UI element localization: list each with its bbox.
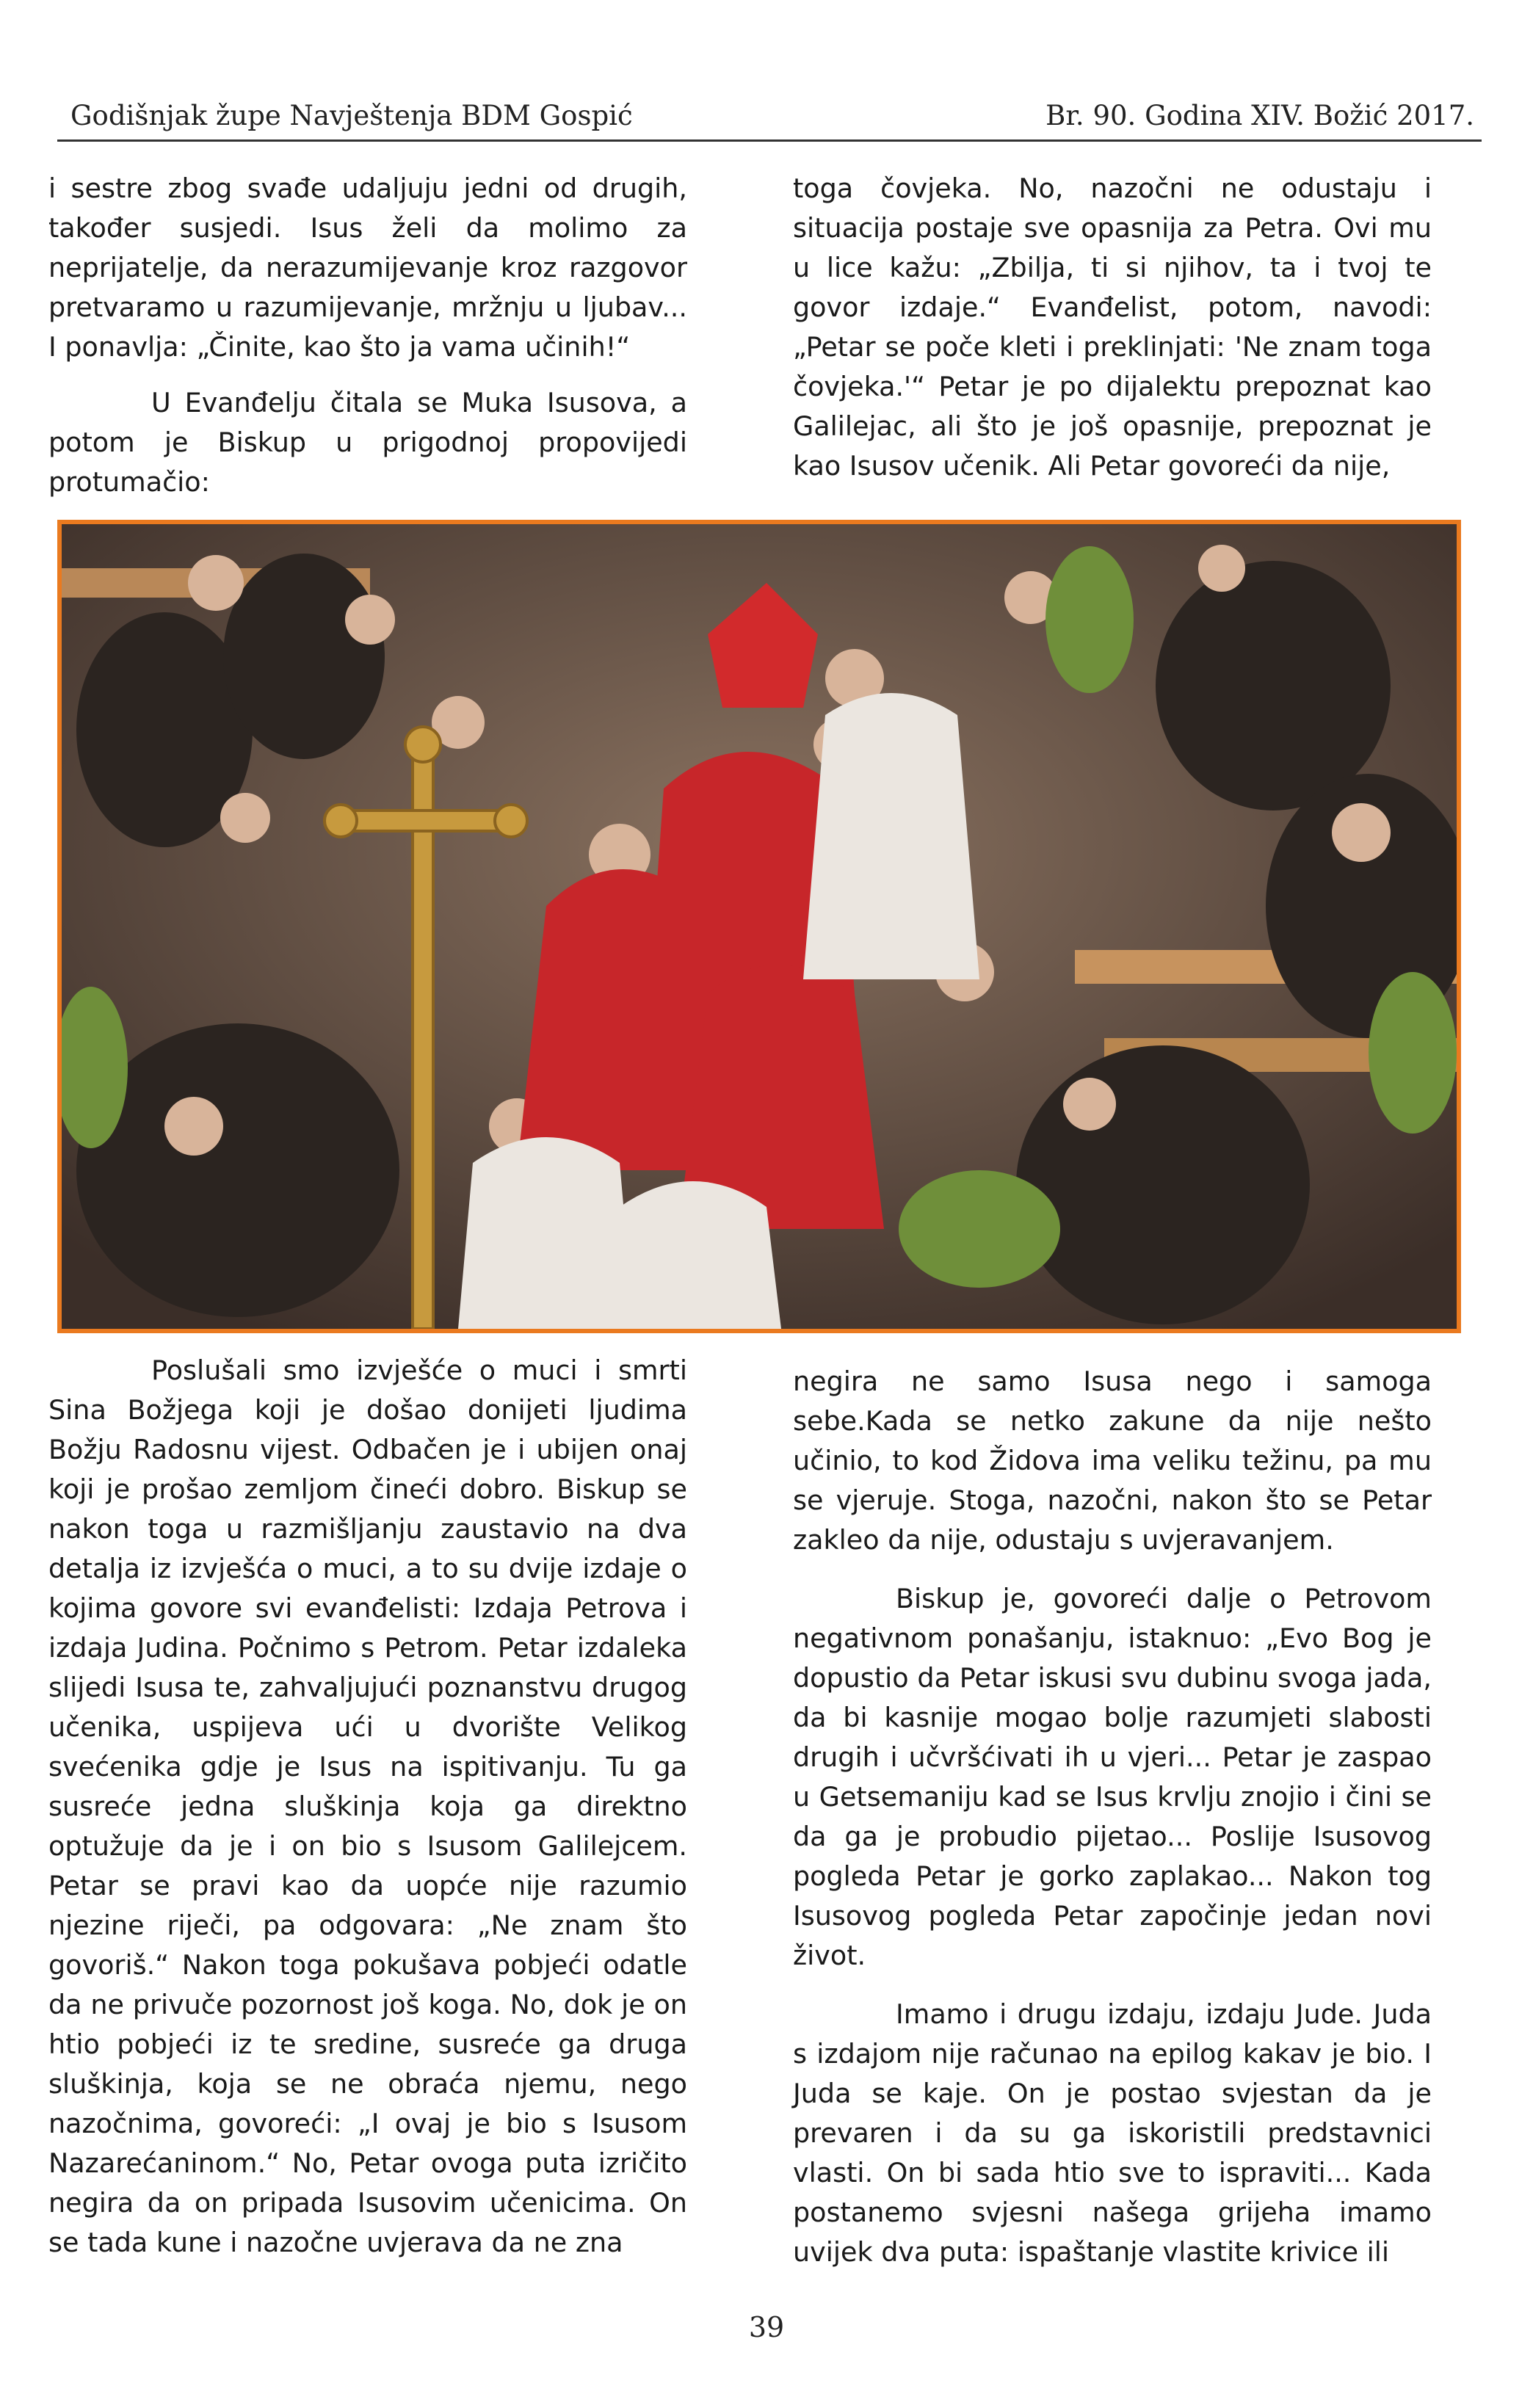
paragraph: i sestre zbog svađe udaljuju jedni od drugih, također susjedi. Isus želi da molimo za neprijatelje, da nerazumijevanje kroz razgovor pretvaramo u razumijevanje, mržnju u ljubav... I ponavlja: „Činite, kao što ja vama učinih!“ xyxy=(48,173,687,363)
column-top-left xyxy=(48,169,687,521)
paragraph: Biskup je, govoreći dalje o Petrovom negativnom ponašanju, istaknuo: „Evo Bog je dopustio da Petar iskusi svu dubinu svoga jada, da bi kasnije mogao bolje razumjeti slabosti drugih i učvršćivati ih u vjeri... Petar je zaspao u Getsemaniju kad se Isus krvlju znojio i čini se da ga je probudio pijetao... Poslije Isusovog pogleda Petar je gorko zaplakao... Nakon tog Isusovog pogleda Petar započinje jedan novi život. xyxy=(793,1583,1432,1971)
paragraph: toga čovjeka. No, nazočni ne odustaju i situacija postaje sve opasnija za Petra. Ovi mu u lice kažu: „Zbilja, ti si njihov, ta i tvoj te govor izdaje.“ Evanđelist, potom, navodi: „Petar se poče kleti i preklinjati: 'Ne znam toga čovjeka.'“ Petar je po dijalektu prepoznat kao Galilejac, ali što je još opasnije, prepoznat je kao Isusov učenik. Ali Petar govoreći da nije, xyxy=(793,173,1432,482)
paragraph: negira ne samo Isusa nego i samoga sebe.Kada se netko zakune da nije nešto učinio, to kod Židova ima veliku težinu, pa mu se vjeruje. Stoga, nazočni, nakon što se Petar zakleo da nije, odustaju s uvjeravanjem. xyxy=(793,1366,1432,1556)
paragraph: U Evanđelju čitala se Muka Isusova, a potom je Biskup u prigodnoj propovijedi protumačio: xyxy=(48,387,687,498)
running-header xyxy=(57,94,1482,142)
column-bottom-left xyxy=(48,1351,687,2263)
column-top-right xyxy=(793,169,1432,486)
header-issue-info: Br. 90. Godina XIV. Božić 2017. xyxy=(1045,100,1474,131)
paragraph: Poslušali smo izvješće o muci i smrti Sina Božjega koji je došao donijeti ljudima Božju Radosnu vijest. Odbačen je i ubijen onaj koji je prošao zemljom čineći dobro. Biskup se nakon toga u razmišljanju zaustavio na dva detalja iz izvješća o muci, a to su dvije izdaje o kojima govore svi evanđelisti: Izdaja Petrova i izdaja Judina. Počnimo s Petrom. Petar izdaleka slijedi Isusa te, zahvaljujući poznanstvu drugog učenika, uspijeva ući u dvorište Velikog svećenika gdje je Isus na ispitivanju. Tu ga susreće jedna sluškinja koja ga direktno optužuje da je i on bio s Isusom Galilejcem. Petar se pravi kao da uopće nije razumio njezine riječi, pa odgovara: „Ne znam što govoriš.“ Nakon toga pokušava pobjeći odatle da ne privuče pozornost još koga. No, dok je on htio pobjeći iz te sredine, susreće ga druga sluškinja, koja se ne obraća njemu, nego nazočnima, govoreći: „I ovaj je bio s Isusom Nazarećaninom.“ No, Petar ovoga puta izričito negira da on pripada Isusovim učenicima. On se tada kune i nazočne uvjerava da ne zna xyxy=(48,1354,687,2258)
header-publication-title: Godišnjak župe Navještenja BDM Gospić xyxy=(70,100,633,131)
page-number: 39 xyxy=(748,2311,785,2343)
paragraph: Imamo i drugu izdaju, izdaju Jude. Juda s izdajom nije računao na epilog kakav je bio. I Juda se kaje. On je postao svjestan da je prevaren i da su ga iskoristili predstavnici vlasti. On bi sada htio sve to ispraviti... Kada postanemo svjesni našega grijeha imamo uvijek dva puta: ispaštanje vlastite krivice ili xyxy=(793,1998,1432,2268)
column-bottom-right xyxy=(793,1362,1432,2272)
procession-photo xyxy=(57,520,1461,1333)
